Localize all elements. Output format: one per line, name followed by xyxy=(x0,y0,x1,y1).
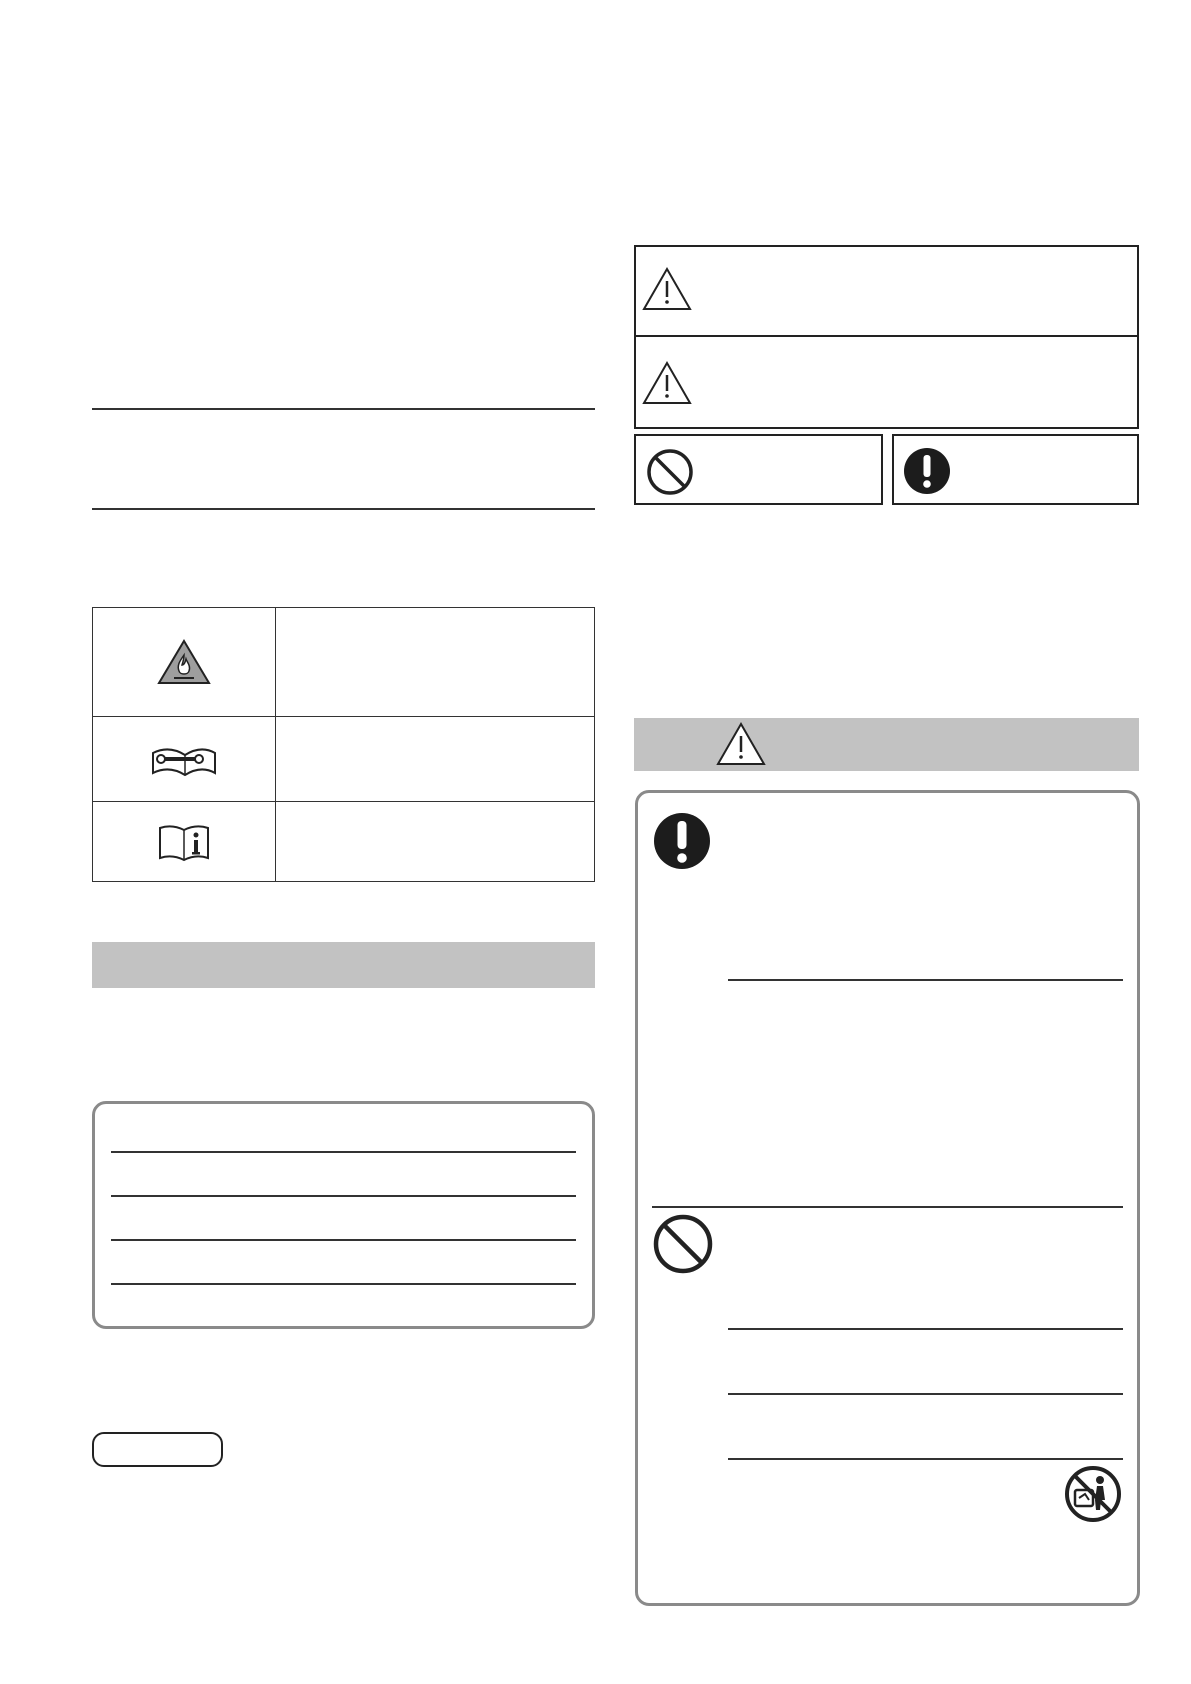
record-line-1 xyxy=(111,1151,576,1153)
mandatory-exclamation-icon xyxy=(902,446,952,501)
mandatory-signal-box xyxy=(892,434,1139,505)
flammable-warning-icon xyxy=(93,608,275,716)
symbol-row-information xyxy=(93,802,594,881)
symbol-row-service xyxy=(93,717,594,802)
record-line-3 xyxy=(111,1239,576,1241)
warning-signal-box xyxy=(634,245,1139,337)
information-manual-icon xyxy=(93,802,275,881)
record-line-4 xyxy=(111,1283,576,1285)
no-children-play-icon xyxy=(1063,1464,1123,1529)
top-rule-1 xyxy=(92,408,595,410)
section-separator xyxy=(652,1206,1123,1208)
section-heading-bar xyxy=(92,942,595,988)
prohibited-subrule-3 xyxy=(728,1458,1123,1460)
prohibition-icon xyxy=(646,448,694,501)
warning-triangle-icon xyxy=(642,267,692,316)
prohibited-subrule-1 xyxy=(728,1328,1123,1330)
symbol-table xyxy=(92,607,595,882)
record-line-2 xyxy=(111,1195,576,1197)
symbol-row-flammable xyxy=(93,608,594,717)
prohibited-signal-box xyxy=(634,434,883,505)
warning-heading-triangle-icon xyxy=(716,722,766,771)
mandatory-exclamation-icon xyxy=(652,811,712,876)
caution-signal-box xyxy=(634,335,1139,429)
mandatory-subrule xyxy=(728,979,1123,981)
service-manual-icon xyxy=(93,717,275,801)
prohibition-icon xyxy=(652,1213,714,1280)
warning-heading-bar xyxy=(634,718,1139,771)
prohibited-subrule-2 xyxy=(728,1393,1123,1395)
warning-content-box xyxy=(635,790,1140,1606)
record-box xyxy=(92,1101,595,1329)
top-rule-2 xyxy=(92,508,595,510)
caution-triangle-icon xyxy=(642,361,692,410)
note-pill xyxy=(92,1432,223,1467)
